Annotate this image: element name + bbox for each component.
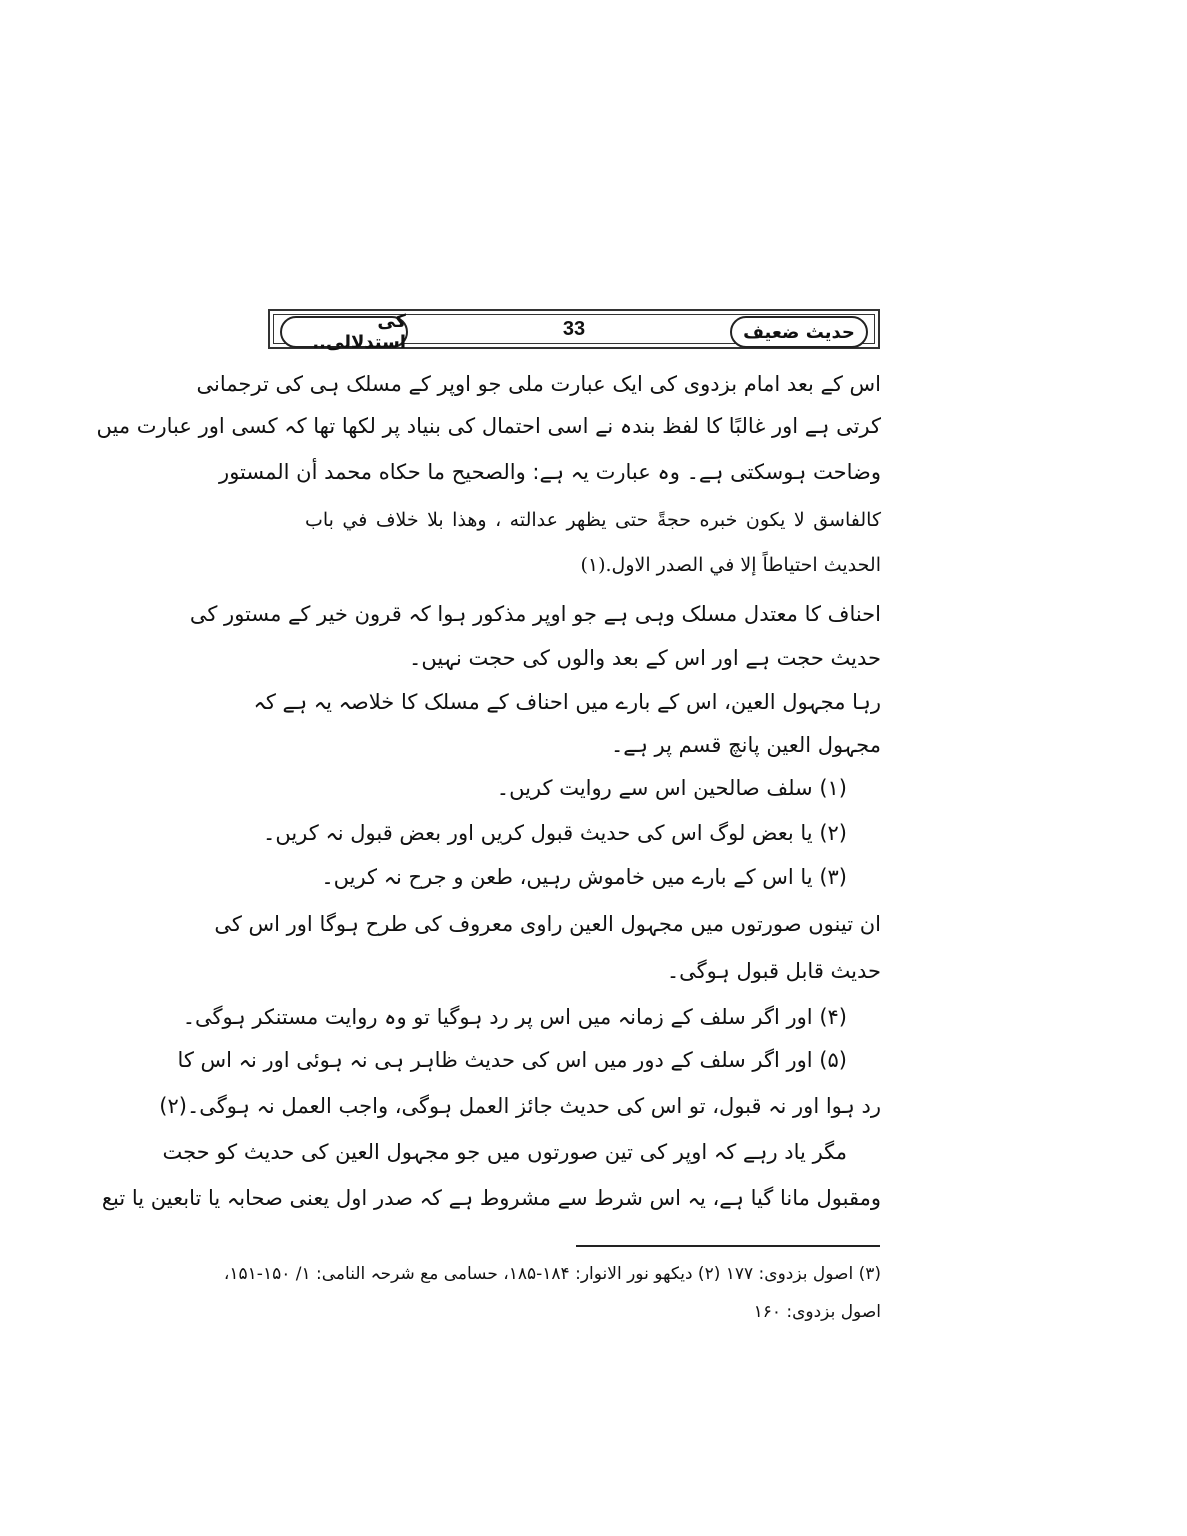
- footnote-line: (۳) اصول بزدوی: ۱۷۷ (۲) دیکھو نور الانوار: ۱۸۴-۱۸۵، حسامی مع شرحہ النامی: ۱/ ۱۵۰-۱۵۱،: [223, 1264, 881, 1284]
- body-line: ومقبول مانا گیا ہے، یہ اس شرط سے مشروط ہے کہ صدر اول یعنی صحابہ یا تابعین یا تبع: [101, 1186, 881, 1210]
- footnote-line: اصول بزدوی: ۱۶۰: [753, 1302, 881, 1322]
- body-line: كالفاسق لا يكون خبره حجةً حتى يظهر عدالته ، وهذا بلا خلاف في باب: [305, 509, 881, 531]
- body-line: حدیث حجت ہے اور اس کے بعد والوں کی حجت نہیں۔: [409, 646, 881, 670]
- list-item: (۵) اور اگر سلف کے دور میں اس کی حدیث ظاہر ہی نہ ہوئی اور نہ اس کا: [177, 1048, 847, 1072]
- body-line: کرتی ہے اور غالبًا کا لفظ بندہ نے اسی احتمال کی بنیاد پر لکھا تھا کہ کسی اور عبارت میں: [96, 414, 881, 438]
- list-item: (۴) اور اگر سلف کے زمانہ میں اس پر رد ہوگیا تو وہ روایت مستنکر ہوگی۔: [182, 1005, 847, 1029]
- page-number: 33: [562, 318, 586, 340]
- body-line: رد ہوا اور نہ قبول، تو اس کی حدیث جائز العمل ہوگی، واجب العمل نہ ہوگی۔(۲): [159, 1094, 881, 1118]
- body-line: الحديث احتياطاً إلا في الصدر الاول.(۱): [580, 554, 881, 576]
- list-item: (۳) یا اس کے بارے میں خاموش رہیں، طعن و جرح نہ کریں۔: [321, 865, 847, 889]
- body-line: رہا مجہول العین، اس کے بارے میں احناف کے مسلک کا خلاصہ یہ ہے کہ: [253, 690, 881, 714]
- running-header: [268, 309, 880, 353]
- header-chapter-title: كى استدلالى..: [280, 316, 408, 348]
- list-item: (۲) یا بعض لوگ اس کی حدیث قبول کریں اور بعض قبول نہ کریں۔: [263, 821, 847, 845]
- body-line: حدیث قابل قبول ہوگی۔: [666, 959, 881, 983]
- body-line: احناف کا معتدل مسلک وہی ہے جو اوپر مذکور ہوا کہ قرون خیر کے مستور کی: [189, 602, 881, 626]
- list-item: (۱) سلف صالحین اس سے روایت کریں۔: [496, 776, 847, 800]
- header-book-title: حديث ضعيف: [730, 316, 868, 348]
- body-line: مگر یاد رہے کہ اوپر کی تین صورتوں میں جو مجہول العین کی حدیث کو حجت: [162, 1140, 847, 1164]
- body-line: وضاحت ہوسکتی ہے۔ وہ عبارت یہ ہے: والصحيح ما حكاه محمد أن المستور: [219, 460, 881, 484]
- body-line: ان تینوں صورتوں میں مجہول العین راوی معروف کی طرح ہوگا اور اس کی: [214, 912, 881, 936]
- body-line: مجہول العین پانچ قسم پر ہے۔: [610, 733, 881, 757]
- footnote-divider: [576, 1245, 880, 1247]
- body-line: اس کے بعد امام بزدوی کی ایک عبارت ملی جو اوپر کے مسلک ہی کی ترجمانی: [196, 372, 881, 396]
